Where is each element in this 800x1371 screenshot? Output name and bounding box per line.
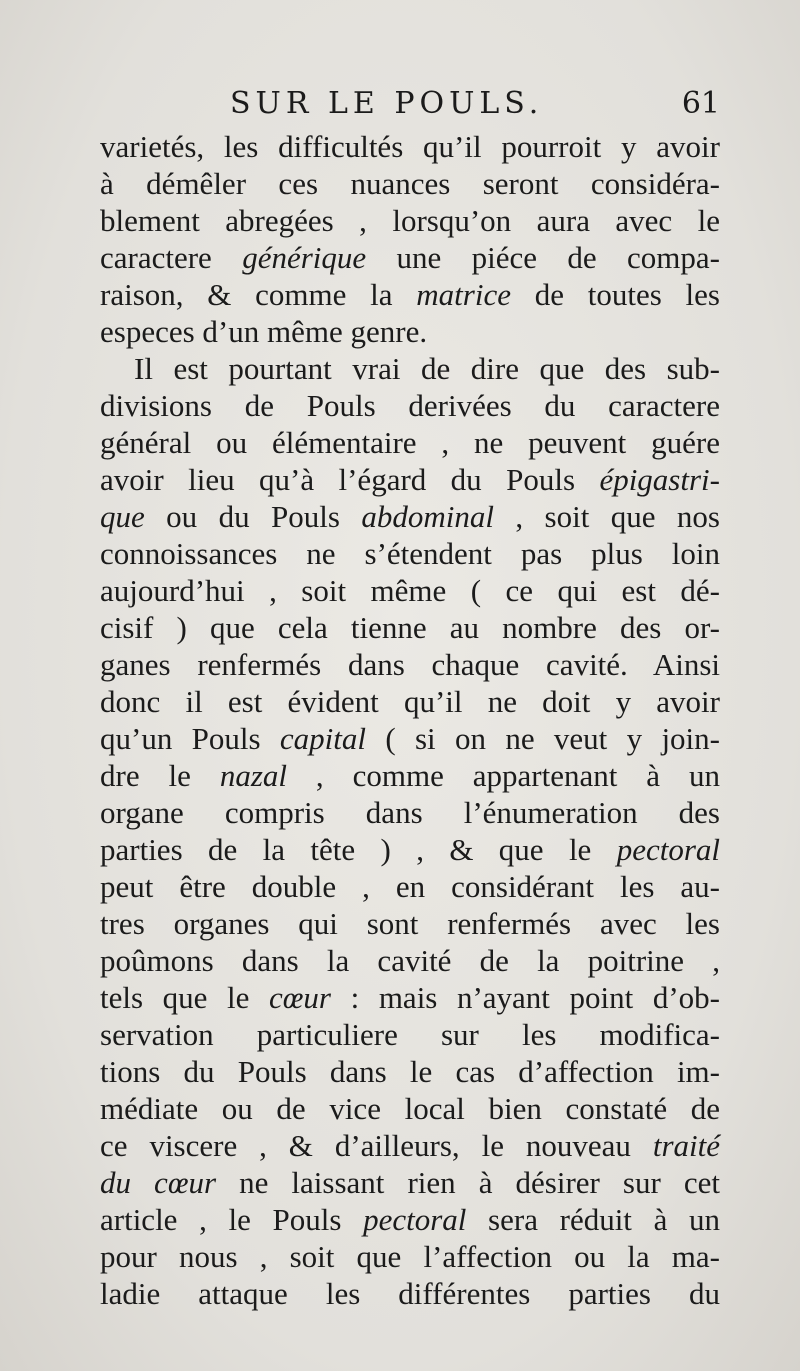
text-line [100, 720, 720, 757]
text-line [100, 1201, 720, 1238]
text-line [100, 276, 720, 313]
italic-run: épigastri- [599, 462, 720, 497]
text-run: général ou élémentaire , ne peuvent guére [100, 425, 720, 460]
text-line [100, 165, 720, 202]
italic-run: matrice [416, 277, 511, 312]
text-run: ou du Pouls [144, 499, 362, 534]
text-run: ( si on ne veut y join- [366, 721, 720, 756]
page-number: 61 [681, 86, 720, 121]
italic-run: capital [279, 721, 367, 756]
text-run: tions du Pouls dans le cas d’affection im- [100, 1054, 720, 1089]
text-run: tels que le [100, 980, 269, 1015]
text-line [100, 313, 720, 350]
text-line [100, 387, 720, 424]
text-line [100, 424, 720, 461]
text-line [100, 572, 720, 609]
text-line [100, 683, 720, 720]
text-run: une piéce de compa- [366, 240, 720, 275]
text-line [100, 350, 720, 387]
text-line [100, 1238, 720, 1275]
text-line [100, 535, 720, 572]
text-run: caractere [100, 240, 243, 275]
text-line [100, 1053, 720, 1090]
text-run: connoissances ne s’étendent pas plus loin [100, 536, 720, 571]
italic-run: que [100, 499, 145, 534]
text-line [100, 609, 720, 646]
text-line [100, 831, 720, 868]
text-run: servation particuliere sur les modifica- [100, 1017, 720, 1052]
text-run: dre le [100, 758, 220, 793]
text-run: Il est pourtant vrai de dire que des sub- [134, 351, 720, 386]
text-line [100, 1127, 720, 1164]
text-line [100, 1016, 720, 1053]
text-run: tres organes qui sont renfermés avec les [100, 906, 720, 941]
text-run: avoir lieu qu’à l’égard du Pouls [100, 462, 600, 497]
italic-run: du cœur [100, 1165, 217, 1200]
text-line [100, 1090, 720, 1127]
text-line [100, 646, 720, 683]
italic-run: cœur [269, 980, 331, 1015]
text-run: pour nous , soit que l’affection ou la ma- [100, 1239, 720, 1274]
text-line [100, 1275, 720, 1312]
running-head [100, 82, 720, 126]
text-run: organe compris dans l’énumeration des [100, 795, 720, 830]
text-line [100, 1164, 720, 1201]
text-line [100, 202, 720, 239]
italic-run: traité [652, 1128, 720, 1163]
text-run: ladie attaque les différentes parties du [100, 1276, 720, 1311]
running-title: SUR LE POULS. [230, 86, 544, 121]
text-run: poûmons dans la cavité de la poitrine , [100, 943, 720, 978]
text-run: ne laissant rien à désirer sur cet [216, 1165, 721, 1200]
text-run: qu’un Pouls [100, 721, 280, 756]
italic-run: pectoral [616, 832, 720, 867]
text-line [100, 979, 720, 1016]
text-run: raison, & comme la [100, 277, 417, 312]
italic-run: pectoral [363, 1202, 467, 1237]
text-run: especes d’un même genre. [100, 314, 428, 349]
text-run: de toutes les [510, 277, 720, 312]
text-run: parties de la tête ) , & que le [100, 832, 617, 867]
text-line [100, 239, 720, 276]
text-line [100, 757, 720, 794]
text-run: blement abregées , lorsqu’on aura avec le [100, 203, 720, 238]
text-line [100, 868, 720, 905]
text-run: à démêler ces nuances seront considéra- [100, 166, 720, 201]
text-line [100, 794, 720, 831]
text-run: aujourd’hui , soit même ( ce qui est dé- [100, 573, 720, 608]
text-run: médiate ou de vice local bien constaté de [100, 1091, 720, 1126]
text-line [100, 905, 720, 942]
text-run: , soit que nos [493, 499, 720, 534]
text-run: article , le Pouls [100, 1202, 364, 1237]
body-text [100, 128, 720, 1312]
text-line [100, 128, 720, 165]
text-line [100, 942, 720, 979]
text-run: sera réduit à un [466, 1202, 720, 1237]
italic-run: générique [242, 240, 367, 275]
text-run: ganes renfermés dans chaque cavité. Ainsi [100, 647, 720, 682]
text-run: peut être double , en considérant les au- [100, 869, 720, 904]
italic-run: abdominal [361, 499, 494, 534]
text-run: , comme appartenant à un [287, 758, 720, 793]
text-line [100, 498, 720, 535]
text-run: cisif ) que cela tienne au nombre des or- [100, 610, 720, 645]
text-line [100, 461, 720, 498]
text-run: donc il est évident qu’il ne doit y avoir [100, 684, 720, 719]
italic-run: nazal [219, 758, 287, 793]
text-run: varietés, les difficultés qu’il pourroit y avoir [100, 129, 720, 164]
text-run: ce viscere , & d’ailleurs, le nouveau [100, 1128, 653, 1163]
text-run: divisions de Pouls derivées du caractere [100, 388, 720, 423]
text-run: : mais n’ayant point d’ob- [331, 980, 720, 1015]
